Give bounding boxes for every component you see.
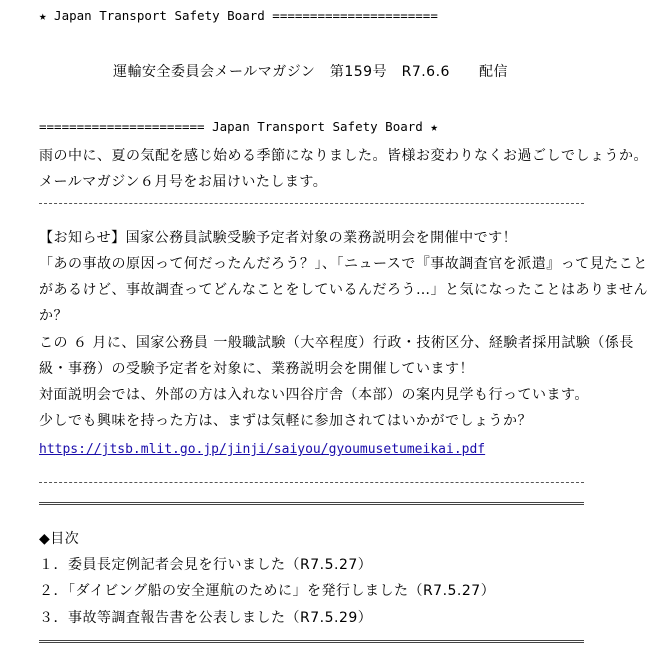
intro-line-2: メールマガジン６月号をお届けいたします。 bbox=[39, 174, 328, 190]
notice-paragraph-line: 「あの事故の原因って何だったんだろう？」、「ニュースで『事故調査官を派遣』って見たこと bbox=[39, 256, 648, 272]
notice-paragraph-line: 少しでも興味を持った方は、まずは気軽に参加されてはいかがでしょうか？ bbox=[39, 413, 532, 429]
notice-paragraph-line: 対面説明会では、外部の方は入れない四谷庁舎（本部）の案内見学も行っています。 bbox=[39, 387, 589, 403]
intro-line-1: 雨の中に、夏の気配を感じ始める季節になりました。皆様お変わりなくお過ごしでしょうか。 bbox=[39, 148, 648, 164]
double-divider bbox=[39, 502, 584, 505]
double-divider bbox=[39, 640, 584, 643]
notice-paragraph-line: 級・事務）の受験予定者を対象に、業務説明会を開催しています！ bbox=[39, 361, 474, 377]
recruitment-pdf-link[interactable]: https://jtsb.mlit.go.jp/jinji/saiyou/gyoumusetumeikai.pdf bbox=[39, 442, 486, 457]
toc-item: ２．「ダイビング船の安全運航のために」を発行しました（R7.5.27） bbox=[39, 583, 496, 599]
dashed-divider bbox=[39, 203, 584, 204]
notice-heading: 【お知らせ】国家公務員試験受験予定者対象の業務説明会を開催中です！ bbox=[39, 230, 518, 246]
banner-top: ★ Japan Transport Safety Board ====================== bbox=[39, 8, 438, 23]
toc-item: １．委員長定例記者会見を行いました（R7.5.27） bbox=[39, 557, 373, 573]
notice-paragraph-line: か？ bbox=[39, 308, 68, 324]
toc-item: ３．事故等調査報告書を公表しました（R7.5.29） bbox=[39, 610, 373, 626]
dashed-divider bbox=[39, 482, 584, 483]
toc-heading: ◆目次 bbox=[39, 531, 80, 547]
notice-paragraph-line: この ６ 月に、国家公務員 一般職試験（大卒程度）行政・技術区分、経験者採用試験（係長 bbox=[39, 335, 634, 351]
banner-bottom: ====================== Japan Transport Safety Board ★ bbox=[39, 119, 438, 134]
notice-paragraph-line: があるけど、事故調査ってどんなことをしているんだろう…」と気になったことはありません bbox=[39, 282, 648, 298]
newsletter-title: 運輸安全委員会メールマガジン 第159号 R7.6.6 配信 bbox=[113, 64, 508, 80]
